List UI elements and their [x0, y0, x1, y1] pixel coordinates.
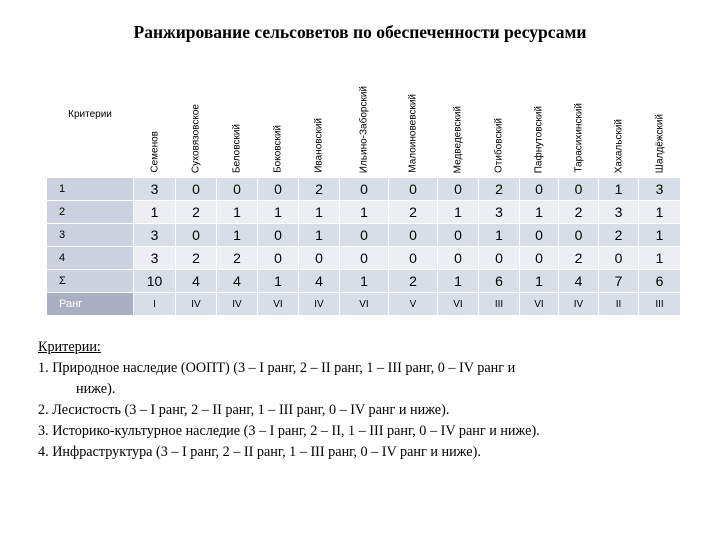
row-label: 2 — [47, 201, 134, 224]
table-cell: 6 — [639, 270, 681, 293]
table-cell: 0 — [559, 224, 599, 247]
table-cell: 0 — [389, 224, 438, 247]
rank-cell: VI — [520, 293, 559, 316]
table-cell: 7 — [599, 270, 639, 293]
rank-cell: IV — [559, 293, 599, 316]
row-label: 4 — [47, 247, 134, 270]
table-cell: 0 — [389, 247, 438, 270]
table-cell: 2 — [389, 270, 438, 293]
column-header: Пафнутовский — [520, 52, 559, 178]
criterion-1 — [38, 358, 698, 400]
row-label: 1 — [47, 178, 134, 201]
table-cell: 1 — [639, 247, 681, 270]
table-cell: 10 — [134, 270, 176, 293]
table-cell: 2 — [559, 247, 599, 270]
table-cell: 6 — [479, 270, 520, 293]
corner-label: Критерии — [47, 52, 134, 178]
column-header: Суховязовское — [176, 52, 217, 178]
table-cell: 3 — [479, 201, 520, 224]
table-cell: 2 — [479, 178, 520, 201]
rank-cell: V — [389, 293, 438, 316]
column-header: Шалдёжский — [639, 52, 681, 178]
table-cell: 4 — [299, 270, 340, 293]
criterion-2: 2. Лесистость (3 – I ранг, 2 – II ранг, 1 – III ранг, 0 – IV ранг и ниже). — [38, 402, 450, 418]
header-row — [47, 52, 681, 178]
table-cell: 3 — [134, 224, 176, 247]
table-row — [47, 247, 681, 270]
column-header: Малоиновевский — [389, 52, 438, 178]
rank-cell: VI — [340, 293, 389, 316]
rank-cell: IV — [176, 293, 217, 316]
column-header: Беловский — [217, 52, 258, 178]
table-cell: 2 — [559, 201, 599, 224]
row-label: Ранг — [47, 293, 134, 316]
table-cell: 3 — [134, 247, 176, 270]
table-cell: 2 — [299, 178, 340, 201]
table-cell: 2 — [176, 247, 217, 270]
table-cell: 0 — [438, 247, 479, 270]
column-header: Отибовский — [479, 52, 520, 178]
table-cell: 0 — [520, 247, 559, 270]
rank-cell: IV — [217, 293, 258, 316]
table-cell: 0 — [340, 178, 389, 201]
table-cell: 0 — [340, 224, 389, 247]
table-row — [47, 224, 681, 247]
table-cell: 4 — [176, 270, 217, 293]
column-header: Хахальский — [599, 52, 639, 178]
table-cell: 0 — [176, 178, 217, 201]
table-cell: 2 — [176, 201, 217, 224]
criteria-notes — [38, 337, 698, 463]
page-title: Ранжирование сельсоветов по обеспеченности ресурсами — [133, 22, 587, 42]
table-cell: 0 — [520, 178, 559, 201]
rank-row — [47, 293, 681, 316]
rank-cell: III — [639, 293, 681, 316]
table-cell: 1 — [639, 224, 681, 247]
table-cell: 0 — [438, 178, 479, 201]
table-cell: 2 — [599, 224, 639, 247]
column-header: Медведевский — [438, 52, 479, 178]
table-cell: 0 — [258, 178, 299, 201]
column-header: Тарасихинский — [559, 52, 599, 178]
table-cell: 1 — [217, 201, 258, 224]
column-header: Ивановский — [299, 52, 340, 178]
table-cell: 0 — [438, 224, 479, 247]
table-row — [47, 201, 681, 224]
table-cell: 1 — [340, 201, 389, 224]
table-cell: 3 — [599, 201, 639, 224]
ranking-table — [46, 51, 681, 316]
notes-heading: Критерии: — [38, 339, 101, 355]
table-row — [47, 178, 681, 201]
table-cell: 1 — [520, 201, 559, 224]
table-cell: 0 — [340, 247, 389, 270]
table-cell: 2 — [217, 247, 258, 270]
table-cell: 1 — [217, 224, 258, 247]
table-cell: 1 — [299, 224, 340, 247]
table-cell: 1 — [479, 224, 520, 247]
column-header: Боковский — [258, 52, 299, 178]
criterion-1-line2: ниже). — [76, 381, 116, 397]
table-cell: 3 — [134, 178, 176, 201]
table-cell: 1 — [299, 201, 340, 224]
table-cell: 4 — [217, 270, 258, 293]
table-cell: 0 — [389, 178, 438, 201]
rank-cell: I — [134, 293, 176, 316]
table-cell: 0 — [599, 247, 639, 270]
table-cell: 1 — [258, 201, 299, 224]
table-cell: 0 — [258, 247, 299, 270]
sum-row — [47, 270, 681, 293]
row-label: 3 — [47, 224, 134, 247]
table-cell: 2 — [389, 201, 438, 224]
row-label: Σ — [47, 270, 134, 293]
table-cell: 0 — [559, 178, 599, 201]
column-header: Ильино-Заборский — [340, 52, 389, 178]
rank-cell: II — [599, 293, 639, 316]
table-cell: 0 — [479, 247, 520, 270]
table-cell: 0 — [176, 224, 217, 247]
rank-cell: VI — [258, 293, 299, 316]
rank-cell: IV — [299, 293, 340, 316]
criterion-3: 3. Историко-культурное наследие (3 – I ранг, 2 – II, 1 – III ранг, 0 – IV ранг и ниже). — [38, 423, 540, 439]
table-cell: 1 — [134, 201, 176, 224]
criterion-1-line1: 1. Природное наследие (ООПТ) (3 – I ранг, 2 – II ранг, 1 – III ранг, 0 – IV ранг и — [38, 360, 516, 376]
table-cell: 0 — [520, 224, 559, 247]
table-cell: 1 — [258, 270, 299, 293]
table-cell: 4 — [559, 270, 599, 293]
table-cell: 1 — [639, 201, 681, 224]
table-cell: 1 — [599, 178, 639, 201]
table-cell: 0 — [299, 247, 340, 270]
criterion-4: 4. Инфраструктура (3 – I ранг, 2 – II ранг, 1 – III ранг, 0 – IV ранг и ниже). — [38, 444, 481, 460]
rank-cell: VI — [438, 293, 479, 316]
table-cell: 0 — [217, 178, 258, 201]
table-cell: 0 — [258, 224, 299, 247]
rank-cell: III — [479, 293, 520, 316]
table-cell: 1 — [520, 270, 559, 293]
table-cell: 3 — [639, 178, 681, 201]
column-header: Семенов — [134, 52, 176, 178]
table-cell: 1 — [340, 270, 389, 293]
table-cell: 1 — [438, 270, 479, 293]
table-cell: 1 — [438, 201, 479, 224]
